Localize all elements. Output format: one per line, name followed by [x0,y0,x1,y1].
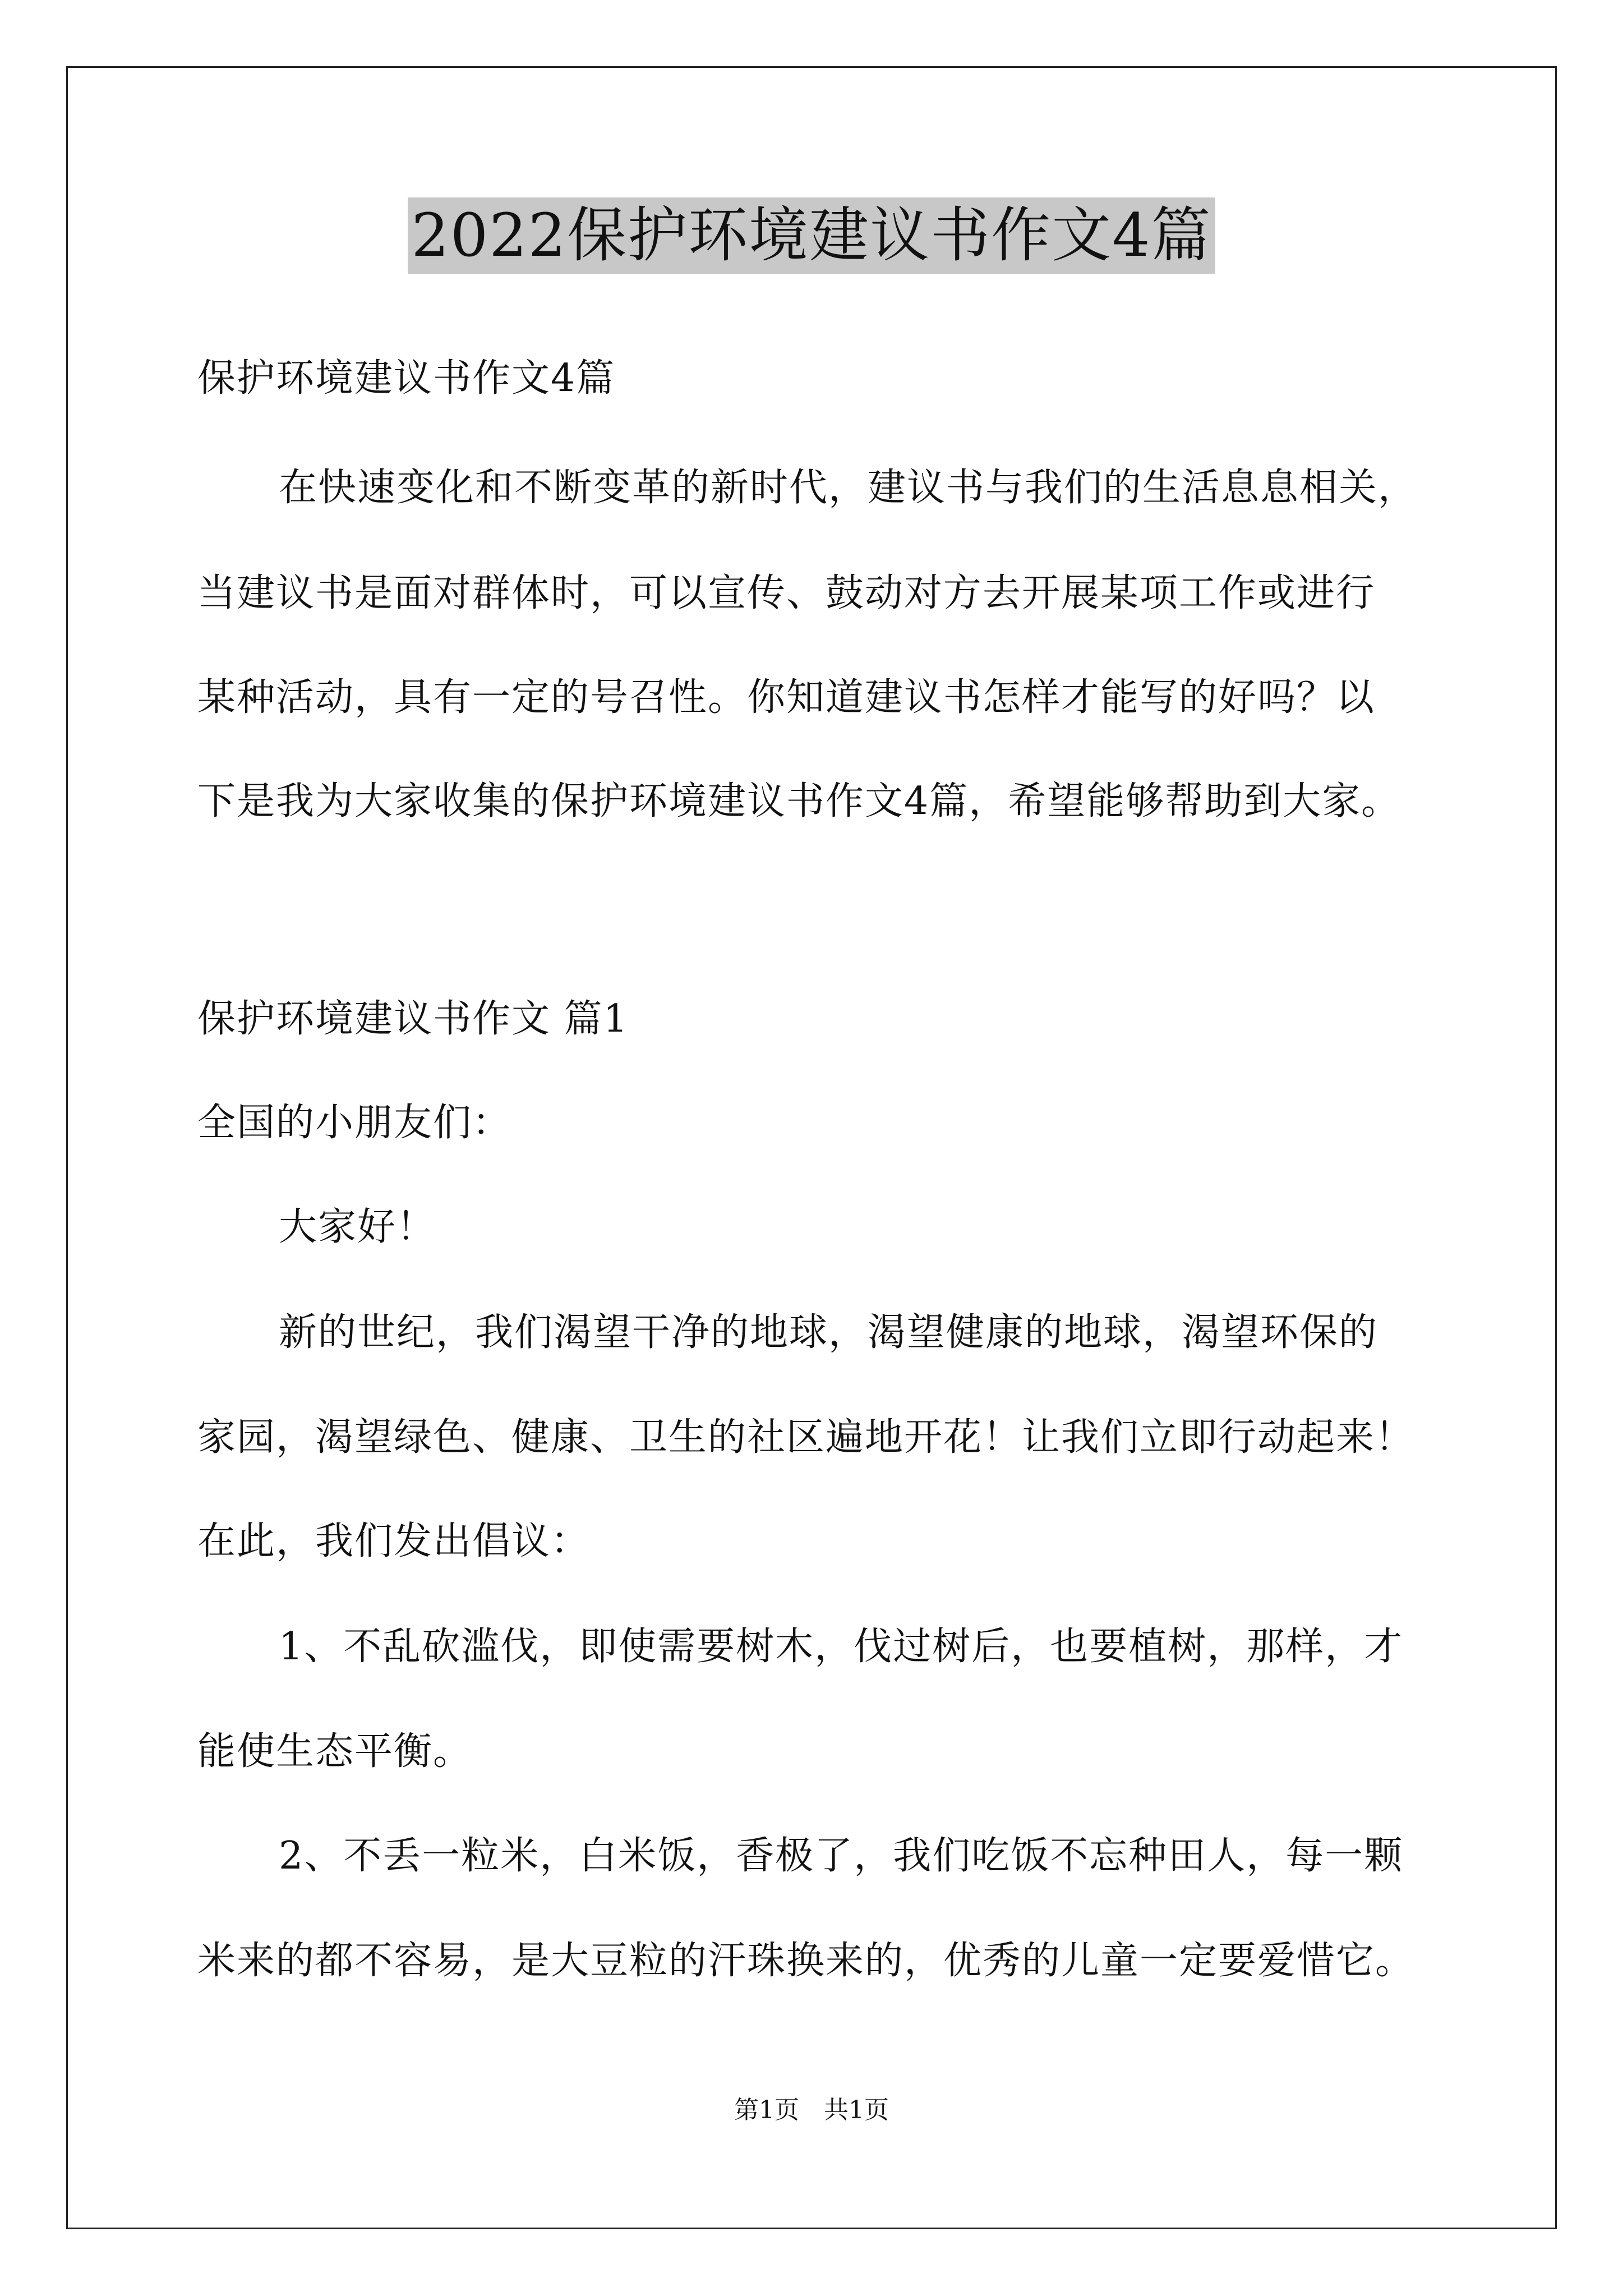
body-line-5: 能使生态平衡。 [197,1729,473,1774]
intro-line-4: 下是我为大家收集的保护环境建议书作文4篇，希望能够帮助到大家。 [197,779,1401,823]
body-line-1: 新的世纪，我们渴望干净的地球，渴望健康的地球，渴望环保的 [279,1310,1378,1355]
title-container [0,197,1623,274]
page-footer: 第1页 共1页 [734,2096,889,2124]
body-line-7: 米来的都不容易，是大豆粒的汗珠换来的，优秀的儿童一定要爱惜它。 [197,1939,1415,1983]
body-line-3: 在此，我们发出倡议： [197,1519,591,1563]
salutation: 全国的小朋友们： [197,1101,512,1145]
greeting: 大家好！ [279,1205,436,1249]
body-line-2: 家园，渴望绿色、健康、卫生的社区遍地开花！让我们立即行动起来！ [197,1415,1415,1460]
intro-line-2: 当建议书是面对群体时，可以宣传、鼓动对方去开展某项工作或进行 [197,571,1376,615]
intro-line-3: 某种活动，具有一定的号召性。你知道建议书怎样才能写的好吗？以 [197,675,1376,720]
intro-line-1: 在快速变化和不断变革的新时代，建议书与我们的生活息息相关， [279,466,1418,510]
subtitle: 保护环境建议书作文4篇 [197,356,616,401]
body-line-4: 1、不乱砍滥伐，即使需要树木，伐过树后，也要植树，那样，才 [279,1625,1404,1669]
body-line-6: 2、不丢一粒米，白米饭，香极了，我们吃饭不忘种田人，每一颗 [279,1834,1404,1878]
document-title: 2022保护环境建议书作文4篇 [408,197,1215,274]
section-heading: 保护环境建议书作文 篇1 [197,997,629,1041]
